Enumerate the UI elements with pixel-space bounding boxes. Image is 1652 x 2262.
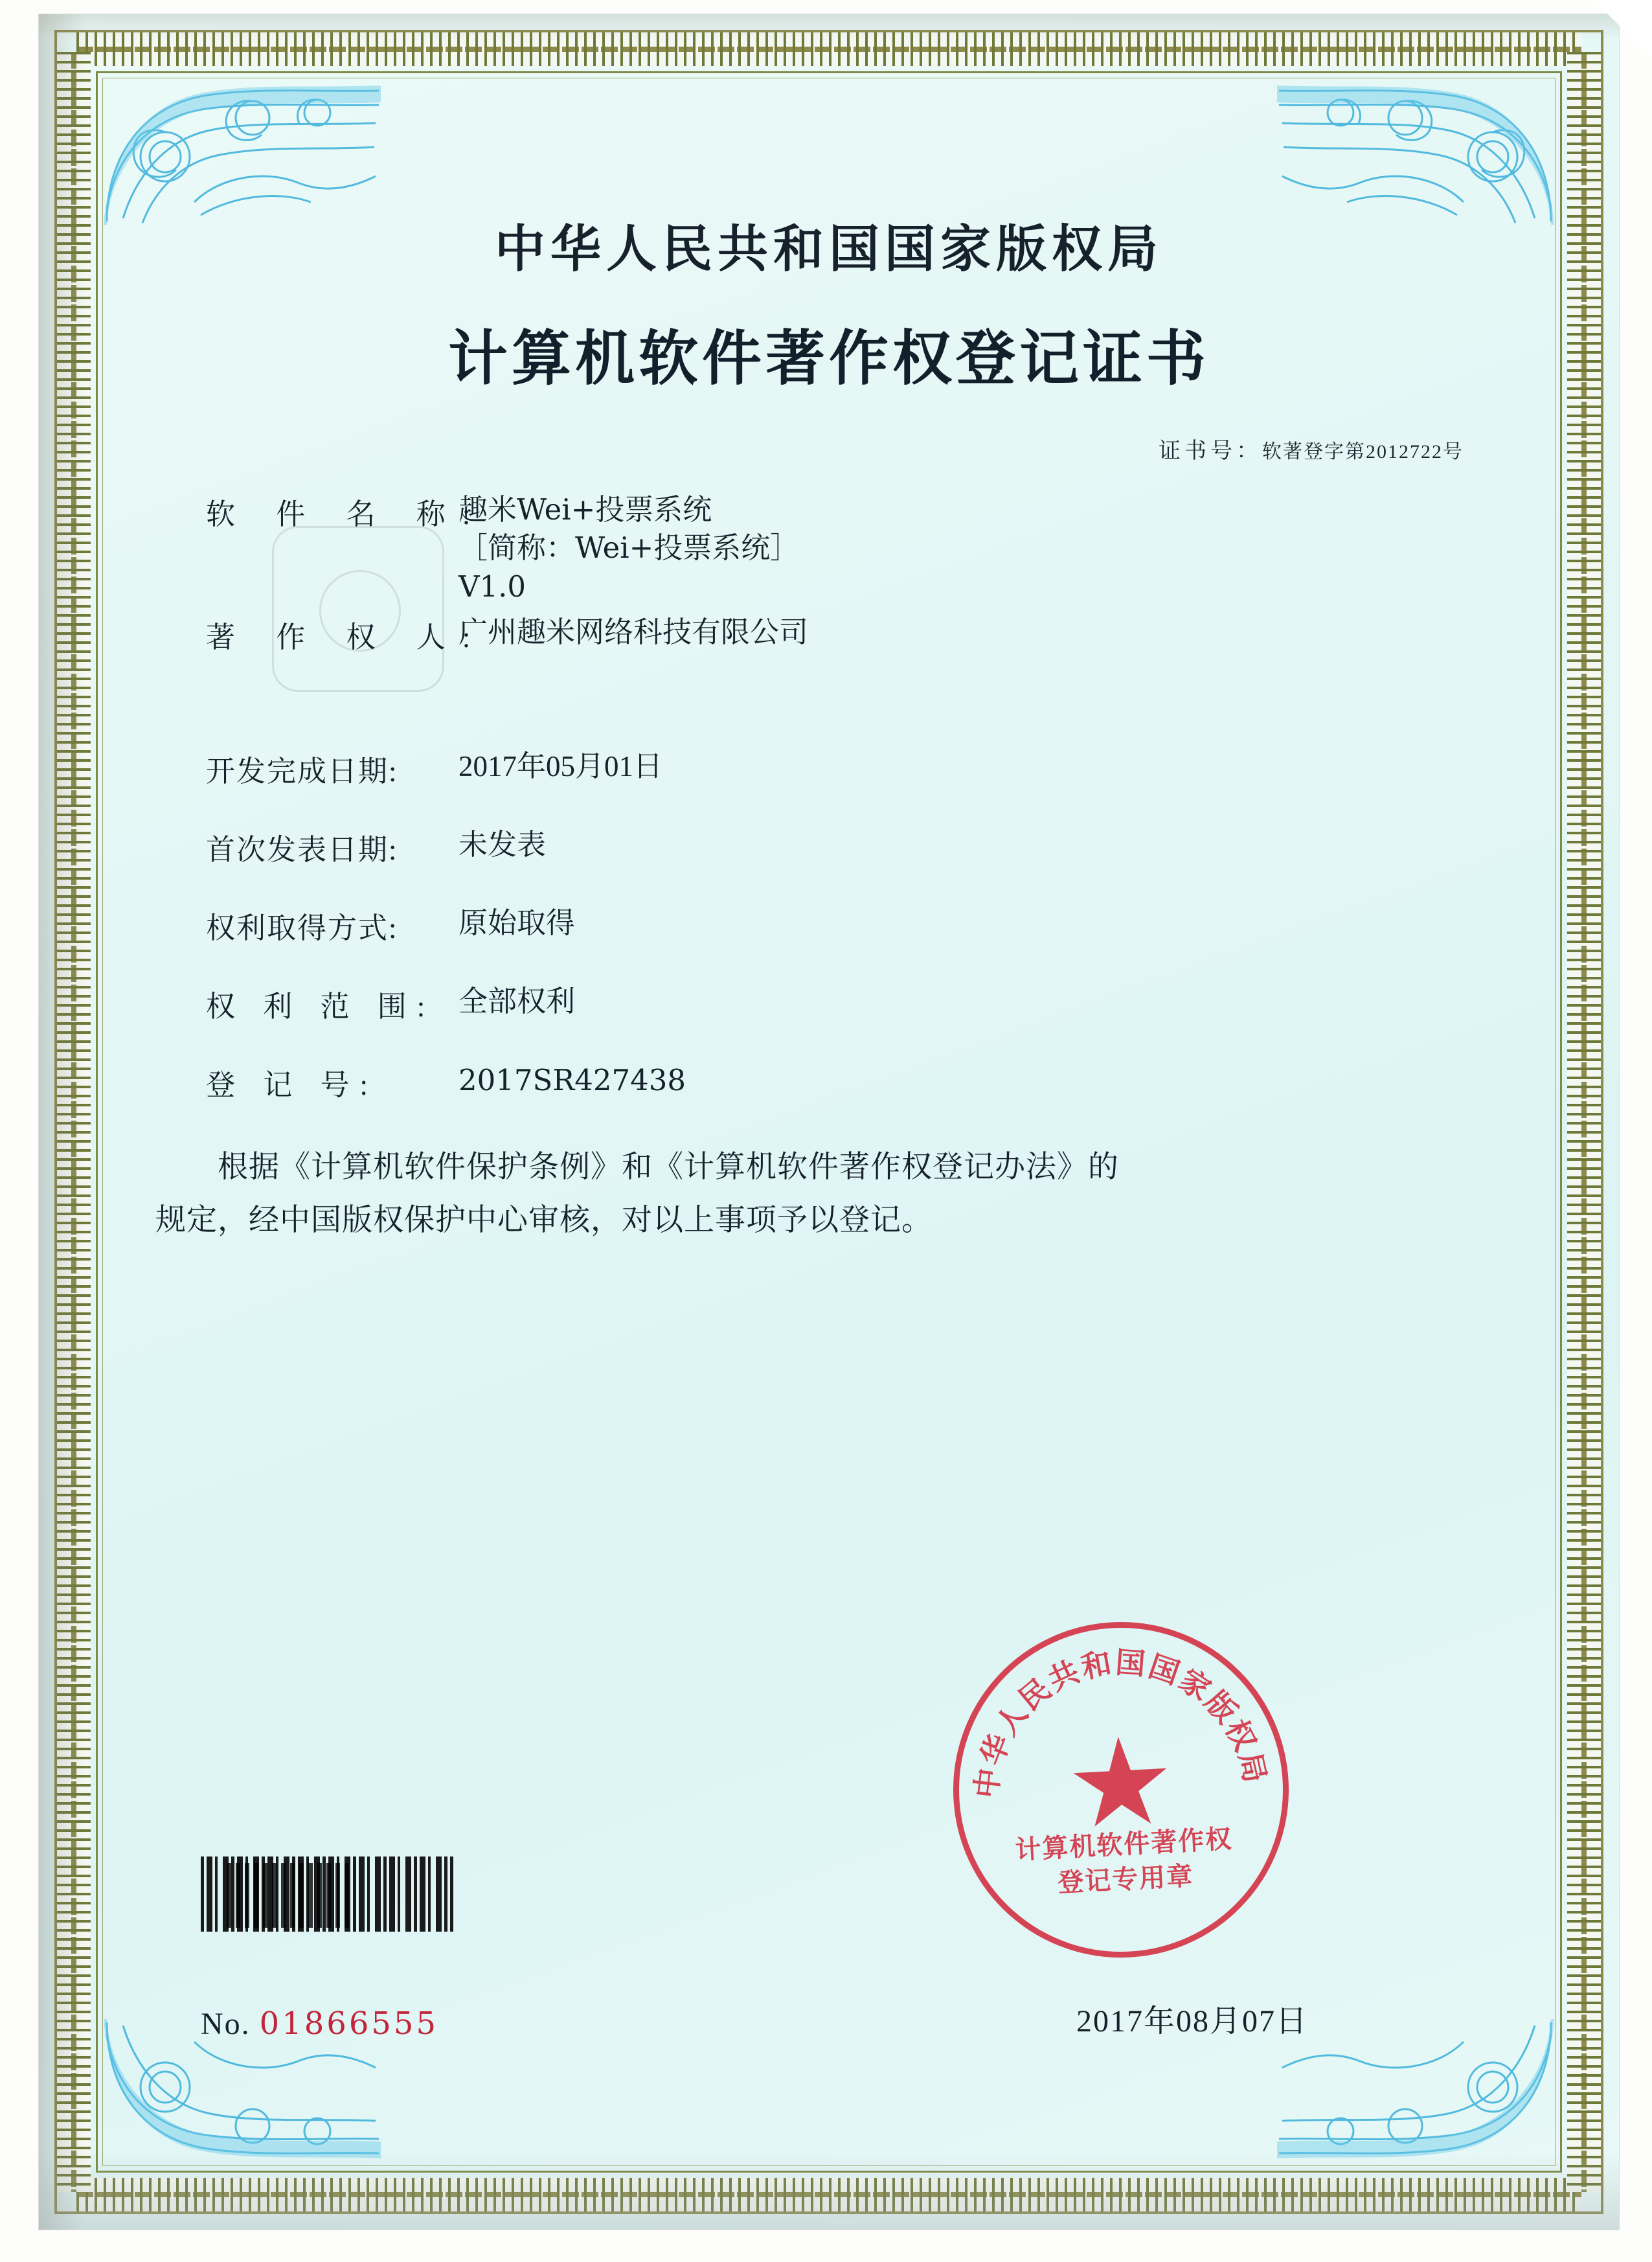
certificate-content xyxy=(155,209,1502,2126)
border-band-bottom xyxy=(76,2178,1581,2211)
field-copyright-owner xyxy=(206,613,1502,656)
body-paragraph-line-1 xyxy=(155,1141,1502,1194)
body-paragraph-line-2: 规定，经中国版权保护中心审核，对以上事项予以登记。 xyxy=(155,1204,933,1238)
certificate-number-row xyxy=(155,433,1502,464)
field-value: 原始取得 xyxy=(458,907,576,940)
document-title: 计算机软件著作权登记证书 xyxy=(447,323,1210,393)
field-label: 软 件 名 称: xyxy=(206,498,488,531)
field-value: 2017SR427438 xyxy=(458,1063,686,1098)
software-name-line2: ［简称：Wei+投票系统］ xyxy=(458,531,800,566)
field-development-date xyxy=(206,748,1502,790)
corner-flourish-top-right-icon xyxy=(1276,79,1554,228)
seal-arc-label: 中华人民共和国国家版权局 xyxy=(968,1644,1274,1800)
field-value: 2017年05月01日 xyxy=(458,750,663,783)
body-line-1-text: 根据《计算机软件保护条例》和《计算机软件著作权登记办法》的 xyxy=(218,1150,1119,1185)
software-name-line1: 趣米Wei+投票系统 xyxy=(458,492,712,527)
issue-date: 2017年08月07日 xyxy=(1076,2004,1308,2039)
border-band-left xyxy=(57,52,91,2192)
field-label: 首次发表日期: xyxy=(206,834,398,867)
page-corner-fold xyxy=(1594,0,1652,58)
field-label: 开发完成日期: xyxy=(206,755,398,788)
field-software-name xyxy=(206,490,1502,606)
corner-flourish-top-left-icon xyxy=(104,79,382,228)
field-value: 全部权利 xyxy=(458,985,576,1018)
official-seal-icon xyxy=(945,1614,1297,1966)
serial-number-value: 01866555 xyxy=(259,2005,438,2042)
issuer-title: 中华人民共和国国家版权局 xyxy=(494,220,1163,279)
border-band-top xyxy=(76,32,1581,66)
border-band-right xyxy=(1567,52,1601,2192)
field-label: 著 作 权 人: xyxy=(206,621,488,654)
certificate-paper xyxy=(39,14,1619,2230)
seal-line-2: 登记专用章 xyxy=(1057,1861,1195,1898)
field-label: 权利取得方式: xyxy=(206,912,398,945)
field-registration-number xyxy=(206,1061,1502,1103)
barcode-datamatrix-icon xyxy=(227,1863,350,1928)
serial-number-label: No. xyxy=(201,2007,251,2041)
field-value: 未发表 xyxy=(458,828,547,862)
field-value: 广州趣米网络科技有限公司 xyxy=(458,616,809,649)
body-paragraph xyxy=(155,1141,1502,1248)
certificate-number-value: 软著登字第2012722号 xyxy=(1262,441,1464,463)
certificate-number-label: 证书号： xyxy=(1159,439,1262,463)
field-label: 登 记 号: xyxy=(206,1069,379,1102)
serial-number xyxy=(201,2005,438,2042)
field-rights-scope xyxy=(206,983,1502,1025)
seal-line-1: 计算机软件著作权 xyxy=(1014,1824,1234,1865)
software-version: V1.0 xyxy=(458,569,526,604)
field-first-publish-date xyxy=(206,826,1502,868)
field-list xyxy=(155,490,1502,1103)
field-rights-acquisition xyxy=(206,904,1502,946)
spacer xyxy=(206,692,1502,748)
field-label: 权 利 范 围: xyxy=(206,990,436,1023)
field-value xyxy=(458,490,799,606)
